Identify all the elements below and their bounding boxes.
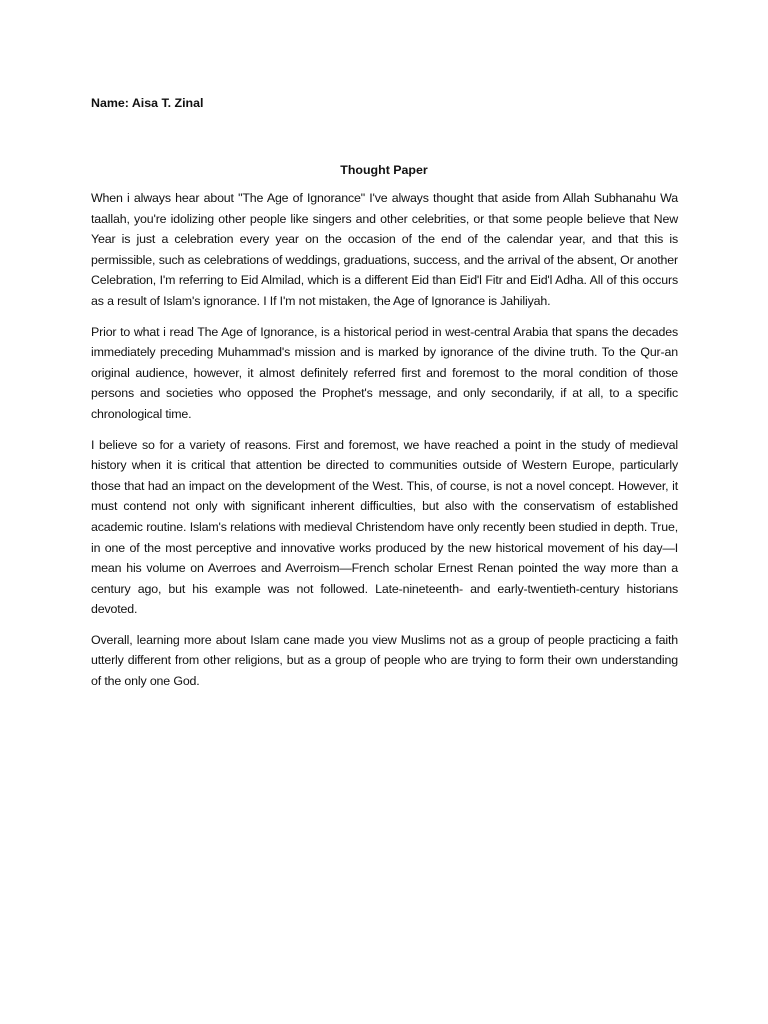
paragraph-4: Overall, learning more about Islam cane made you view Muslims not as a group of people practicing a faith utterly different from other religions, but as a group of people who are trying to form their own understanding of the only one God. [91,632,678,689]
paragraph-1: When i always hear about "The Age of Ignorance" I've always thought that aside from Allah Subhanahu Wa taallah, you're idolizing other people like singers and other celebrities, or that some people believe that New Year is just a celebration every year on the occasion of the end of the calendar year, and that this is permissible, such as celebrations of weddings, graduations, success, and the arrival of the absent, Or another Celebration, I'm referring to Eid Almilad, which is a different Eid than Eid'l Fitr and Eid'l Adha. All of this occurs as a result of Islam's ignorance. I If I'm not mistaken, the Age of Ignorance is Jahiliyah. [91,191,678,308]
body-text [91,188,678,702]
paper-title: Thought Paper [340,163,428,177]
author-name: Name: Aisa T. Zinal [91,96,204,110]
paragraph-3: I believe so for a variety of reasons. First and foremost, we have reached a point in the study of medieval history when it is critical that attention be directed to communities outside of Western Europe, particularly those that had an impact on the development of the West. This, of course, is not a novel concept. However, it must contend not only with significant inherent difficulties, but also with the conservatism of established academic routine. Islam's relations with medieval Christendom have only recently been studied in depth. True, in one of the most perceptive and innovative works produced by the new historical movement of his day—I mean his volume on Averroes and Averroism—French scholar Ernest Renan pointed the way more than a century ago, but his example was not followed. Late-nineteenth- and early-twentieth-century historians devoted. [91,437,678,617]
paragraph-2: Prior to what i read The Age of Ignorance, is a historical period in west-central Arabia that spans the decades immediately preceding Muhammad's mission and is marked by ignorance of the divine truth. To the Qur-an original audience, however, it almost definitely referred first and foremost to the moral condition of those persons and societies who opposed the Prophet's message, and only secondarily, if at all, to a specific chronological time. [91,324,678,421]
